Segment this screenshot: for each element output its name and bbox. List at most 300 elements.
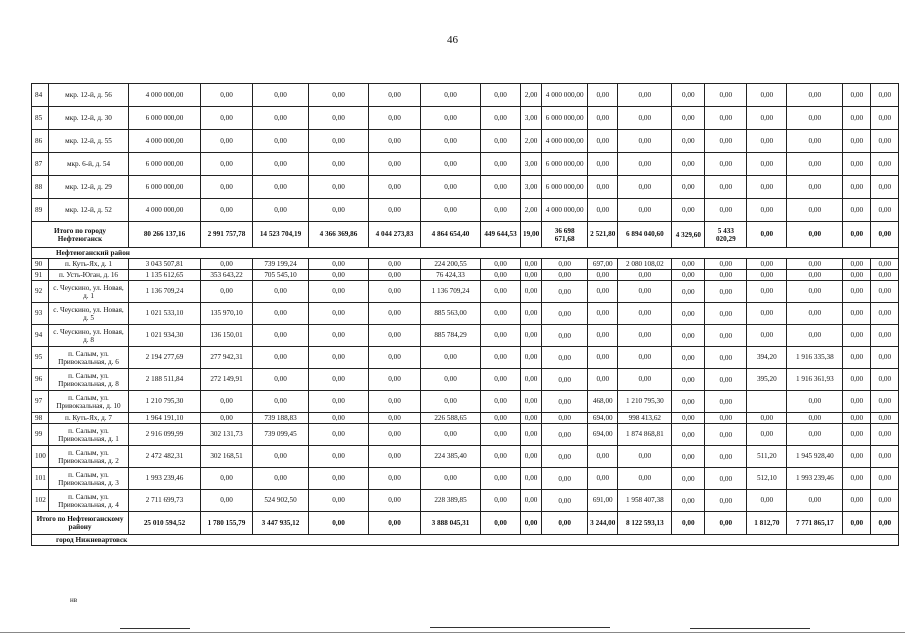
value-cell: 739 188,83 xyxy=(253,413,309,424)
value-cell: 0,00 xyxy=(672,153,705,176)
value-cell: 1 210 795,30 xyxy=(618,391,672,413)
total-value-cell: 449 644,53 xyxy=(481,222,521,248)
value-cell: 0,00 xyxy=(309,84,369,107)
total-value-cell: 25 010 594,52 xyxy=(129,512,201,535)
value-cell: 0,00 xyxy=(618,369,672,391)
value-cell: 0,00 xyxy=(481,413,521,424)
value-cell: 0,00 xyxy=(843,369,871,391)
value-cell: 0,00 xyxy=(542,391,588,413)
value-cell: 2 080 108,02 xyxy=(618,259,672,270)
value-cell: 998 413,62 xyxy=(618,413,672,424)
value-cell: 0,00 xyxy=(747,259,787,270)
table-body-city xyxy=(32,84,899,222)
value-cell: 0,00 xyxy=(871,199,899,222)
value-cell: 0,00 xyxy=(843,176,871,199)
value-cell: 0,00 xyxy=(542,303,588,325)
value-cell: 0,00 xyxy=(843,325,871,347)
value-cell: 0,00 xyxy=(705,325,747,347)
value-cell: 0,00 xyxy=(871,325,899,347)
value-cell: 0,00 xyxy=(705,369,747,391)
value-cell: 0,00 xyxy=(787,424,843,446)
value-cell: 0,00 xyxy=(672,446,705,468)
value-cell: 3 043 507,81 xyxy=(129,259,201,270)
value-cell: 0,00 xyxy=(421,199,481,222)
table-row xyxy=(32,413,899,424)
value-cell: 0,00 xyxy=(705,130,747,153)
value-cell: 0,00 xyxy=(521,468,542,490)
value-cell: 0,00 xyxy=(521,391,542,413)
value-cell: 0,00 xyxy=(843,490,871,512)
value-cell: 1 916 335,38 xyxy=(787,347,843,369)
value-cell: 0,00 xyxy=(871,303,899,325)
value-cell: 0,00 xyxy=(481,153,521,176)
row-number-cell: 100 xyxy=(32,446,49,468)
value-cell: 0,00 xyxy=(369,347,421,369)
value-cell: 0,00 xyxy=(309,424,369,446)
total-value-cell: 6 894 040,60 xyxy=(618,222,672,248)
value-cell: 0,00 xyxy=(521,424,542,446)
table-row xyxy=(32,424,899,446)
value-cell: 0,00 xyxy=(747,199,787,222)
value-cell: 0,00 xyxy=(843,413,871,424)
value-cell: 0,00 xyxy=(481,347,521,369)
total-label-cell: Итого по Нефтеюганскому району xyxy=(32,512,129,535)
value-cell: 0,00 xyxy=(421,391,481,413)
table-row xyxy=(32,281,899,303)
table-row xyxy=(32,391,899,413)
value-cell: 0,00 xyxy=(843,446,871,468)
value-cell: 0,00 xyxy=(588,153,618,176)
value-cell: 0,00 xyxy=(521,347,542,369)
value-cell: 0,00 xyxy=(588,270,618,281)
value-cell: 0,00 xyxy=(369,325,421,347)
value-cell: 0,00 xyxy=(588,84,618,107)
value-cell: 0,00 xyxy=(747,424,787,446)
address-cell: мкр. 12-й, д. 56 xyxy=(49,84,129,107)
value-cell: 0,00 xyxy=(871,490,899,512)
table-row xyxy=(32,270,899,281)
value-cell: 0,00 xyxy=(618,347,672,369)
address-cell: п. Куть-Ях, д. 7 xyxy=(49,413,129,424)
value-cell: 0,00 xyxy=(705,84,747,107)
value-cell: 224 385,40 xyxy=(421,446,481,468)
value-cell: 0,00 xyxy=(309,259,369,270)
value-cell: 0,00 xyxy=(542,325,588,347)
page-number: 46 xyxy=(447,34,458,46)
value-cell: 0,00 xyxy=(747,270,787,281)
table-row xyxy=(32,259,899,270)
value-cell: 0,00 xyxy=(705,413,747,424)
value-cell: 3,00 xyxy=(521,176,542,199)
value-cell: 2 472 482,31 xyxy=(129,446,201,468)
value-cell: 1 136 709,24 xyxy=(129,281,201,303)
total-value-cell: 0,00 xyxy=(843,512,871,535)
row-number-cell: 90 xyxy=(32,259,49,270)
value-cell: 4 000 000,00 xyxy=(542,130,588,153)
value-cell: 511,20 xyxy=(747,446,787,468)
value-cell: 0,00 xyxy=(421,130,481,153)
value-cell: 0,00 xyxy=(787,325,843,347)
value-cell: 1 993 239,46 xyxy=(787,468,843,490)
total-value-cell: 0,00 xyxy=(369,512,421,535)
value-cell: 0,00 xyxy=(481,270,521,281)
total-value-cell: 3 244,00 xyxy=(588,512,618,535)
value-cell: 0,00 xyxy=(421,107,481,130)
scan-edge-mark xyxy=(430,627,610,628)
row-number-cell: 99 xyxy=(32,424,49,446)
value-cell: 0,00 xyxy=(481,490,521,512)
value-cell: 0,00 xyxy=(672,369,705,391)
value-cell: 0,00 xyxy=(521,369,542,391)
value-cell: 0,00 xyxy=(588,303,618,325)
address-cell: п. Салым, ул. Привокзальная, д. 3 xyxy=(49,468,129,490)
value-cell: 228 389,85 xyxy=(421,490,481,512)
scan-edge-mark xyxy=(120,628,190,629)
table-total-city xyxy=(32,222,899,248)
value-cell: 0,00 xyxy=(787,270,843,281)
value-cell: 0,00 xyxy=(871,391,899,413)
value-cell: 0,00 xyxy=(421,153,481,176)
value-cell: 0,00 xyxy=(369,176,421,199)
value-cell: 0,00 xyxy=(871,347,899,369)
value-cell: 224 200,55 xyxy=(421,259,481,270)
value-cell: 0,00 xyxy=(481,130,521,153)
address-cell: п. Салым, ул. Привокзальная, д. 6 xyxy=(49,347,129,369)
value-cell: 0,00 xyxy=(787,176,843,199)
value-cell: 353 643,22 xyxy=(201,270,253,281)
value-cell: 0,00 xyxy=(588,446,618,468)
value-cell: 0,00 xyxy=(747,413,787,424)
value-cell: 0,00 xyxy=(481,176,521,199)
total-label-cell: Итого по городу Нефтеюганск xyxy=(32,222,129,248)
value-cell: 0,00 xyxy=(747,153,787,176)
value-cell: 0,00 xyxy=(253,347,309,369)
scan-edge-mark xyxy=(690,628,810,629)
value-cell: 2,00 xyxy=(521,199,542,222)
value-cell: 512,10 xyxy=(747,468,787,490)
value-cell: 1 021 934,30 xyxy=(129,325,201,347)
value-cell: 0,00 xyxy=(369,281,421,303)
value-cell: 0,00 xyxy=(672,176,705,199)
value-cell: 739 099,45 xyxy=(253,424,309,446)
value-cell: 0,00 xyxy=(253,369,309,391)
value-cell: 4 000 000,00 xyxy=(129,84,201,107)
row-number-cell: 88 xyxy=(32,176,49,199)
value-cell: 1 964 191,10 xyxy=(129,413,201,424)
value-cell: 0,00 xyxy=(843,130,871,153)
value-cell: 0,00 xyxy=(369,270,421,281)
value-cell: 0,00 xyxy=(871,176,899,199)
value-cell: 885 784,29 xyxy=(421,325,481,347)
value-cell: 0,00 xyxy=(871,153,899,176)
table-row xyxy=(32,153,899,176)
row-number-cell: 95 xyxy=(32,347,49,369)
value-cell: 0,00 xyxy=(705,468,747,490)
value-cell: 2 188 511,84 xyxy=(129,369,201,391)
value-cell: 0,00 xyxy=(421,424,481,446)
value-cell: 0,00 xyxy=(871,270,899,281)
value-cell: 0,00 xyxy=(201,199,253,222)
value-cell: 0,00 xyxy=(787,259,843,270)
address-cell: мкр. 12-й, д. 55 xyxy=(49,130,129,153)
value-cell: 2,00 xyxy=(521,130,542,153)
total-value-cell: 3 888 045,31 xyxy=(421,512,481,535)
value-cell: 0,00 xyxy=(253,446,309,468)
table-total-district xyxy=(32,512,899,535)
value-cell: 0,00 xyxy=(201,490,253,512)
value-cell: 0,00 xyxy=(843,468,871,490)
value-cell: 272 149,91 xyxy=(201,369,253,391)
address-cell: мкр. 12-й, д. 29 xyxy=(49,176,129,199)
value-cell: 691,00 xyxy=(588,490,618,512)
total-value-cell: 0,00 xyxy=(521,512,542,535)
value-cell: 0,00 xyxy=(843,281,871,303)
total-value-cell: 0,00 xyxy=(747,222,787,248)
value-cell: 0,00 xyxy=(843,153,871,176)
row-number-cell: 91 xyxy=(32,270,49,281)
value-cell: 0,00 xyxy=(843,107,871,130)
value-cell: 0,00 xyxy=(369,130,421,153)
row-number-cell: 96 xyxy=(32,369,49,391)
row-number-cell: 97 xyxy=(32,391,49,413)
total-value-cell: 0,00 xyxy=(481,512,521,535)
value-cell: 0,00 xyxy=(588,107,618,130)
total-value-cell: 5 433 020,29 xyxy=(705,222,747,248)
value-cell: 0,00 xyxy=(787,281,843,303)
value-cell: 0,00 xyxy=(588,281,618,303)
value-cell: 0,00 xyxy=(309,391,369,413)
value-cell: 0,00 xyxy=(481,303,521,325)
value-cell: 1 945 928,40 xyxy=(787,446,843,468)
address-cell: п. Куть-Ях, д. 1 xyxy=(49,259,129,270)
address-cell: п. Салым, ул. Привокзальная, д. 2 xyxy=(49,446,129,468)
value-cell: 0,00 xyxy=(672,413,705,424)
value-cell: 0,00 xyxy=(787,153,843,176)
value-cell: 0,00 xyxy=(618,325,672,347)
value-cell: 0,00 xyxy=(201,84,253,107)
total-value-cell: 0,00 xyxy=(542,512,588,535)
value-cell: 694,00 xyxy=(588,413,618,424)
value-cell: 0,00 xyxy=(481,107,521,130)
value-cell: 0,00 xyxy=(369,84,421,107)
value-cell: 0,00 xyxy=(747,176,787,199)
scan-edge-line xyxy=(0,632,905,633)
row-number-cell: 85 xyxy=(32,107,49,130)
value-cell: 0,00 xyxy=(542,347,588,369)
total-value-cell: 4 366 369,86 xyxy=(309,222,369,248)
value-cell: 0,00 xyxy=(618,107,672,130)
value-cell: 0,00 xyxy=(309,325,369,347)
value-cell: 0,00 xyxy=(618,446,672,468)
value-cell: 0,00 xyxy=(201,153,253,176)
total-value-cell: 1 780 155,79 xyxy=(201,512,253,535)
address-cell: п. Салым, ул. Привокзальная, д. 4 xyxy=(49,490,129,512)
value-cell: 0,00 xyxy=(481,259,521,270)
value-cell: 6 000 000,00 xyxy=(129,153,201,176)
value-cell: 0,00 xyxy=(618,281,672,303)
total-value-cell: 4 864 654,40 xyxy=(421,222,481,248)
value-cell: 0,00 xyxy=(787,84,843,107)
value-cell: 0,00 xyxy=(521,270,542,281)
value-cell: 4 000 000,00 xyxy=(129,130,201,153)
value-cell: 0,00 xyxy=(705,446,747,468)
value-cell: 0,00 xyxy=(747,84,787,107)
value-cell: 0,00 xyxy=(521,281,542,303)
value-cell: 0,00 xyxy=(672,424,705,446)
value-cell: 0,00 xyxy=(871,281,899,303)
value-cell: 0,00 xyxy=(672,391,705,413)
value-cell: 0,00 xyxy=(369,199,421,222)
total-value-cell: 19,00 xyxy=(521,222,542,248)
address-cell: мкр. 12-й, д. 52 xyxy=(49,199,129,222)
value-cell: 0,00 xyxy=(705,281,747,303)
value-cell: 0,00 xyxy=(309,107,369,130)
value-cell: 0,00 xyxy=(705,176,747,199)
value-cell: 0,00 xyxy=(309,270,369,281)
value-cell: 0,00 xyxy=(588,347,618,369)
value-cell: 3,00 xyxy=(521,153,542,176)
value-cell: 0,00 xyxy=(705,107,747,130)
address-cell: с. Чеускино, ул. Новая, д. 8 xyxy=(49,325,129,347)
value-cell: 0,00 xyxy=(253,391,309,413)
value-cell: 0,00 xyxy=(481,84,521,107)
value-cell: 0,00 xyxy=(201,176,253,199)
table-row xyxy=(32,490,899,512)
value-cell: 0,00 xyxy=(588,130,618,153)
value-cell: 0,00 xyxy=(787,391,843,413)
value-cell: 0,00 xyxy=(369,391,421,413)
value-cell: 468,00 xyxy=(588,391,618,413)
table-row xyxy=(32,176,899,199)
table-row xyxy=(32,369,899,391)
value-cell: 739 199,24 xyxy=(253,259,309,270)
value-cell: 0,00 xyxy=(672,199,705,222)
total-value-cell: 0,00 xyxy=(871,222,899,248)
address-cell: с. Чеускино, ул. Новая, д. 5 xyxy=(49,303,129,325)
address-cell: мкр. 12-й, д. 30 xyxy=(49,107,129,130)
value-cell: 0,00 xyxy=(672,281,705,303)
value-cell: 0,00 xyxy=(201,413,253,424)
capital-repair-table xyxy=(31,83,899,546)
value-cell: 394,20 xyxy=(747,347,787,369)
value-cell: 0,00 xyxy=(481,446,521,468)
table-row xyxy=(32,107,899,130)
value-cell: 0,00 xyxy=(871,413,899,424)
total-value-cell: 0,00 xyxy=(843,222,871,248)
row-number-cell: 102 xyxy=(32,490,49,512)
value-cell: 0,00 xyxy=(253,107,309,130)
value-cell: 395,20 xyxy=(747,369,787,391)
row-number-cell: 98 xyxy=(32,413,49,424)
value-cell: 6 000 000,00 xyxy=(129,176,201,199)
value-cell: 0,00 xyxy=(253,153,309,176)
value-cell: 0,00 xyxy=(201,259,253,270)
value-cell: 4 000 000,00 xyxy=(542,84,588,107)
value-cell: 0,00 xyxy=(369,259,421,270)
value-cell: 0,00 xyxy=(481,281,521,303)
value-cell: 0,00 xyxy=(201,130,253,153)
value-cell: 0,00 xyxy=(843,259,871,270)
value-cell: 0,00 xyxy=(369,468,421,490)
value-cell: 0,00 xyxy=(672,130,705,153)
value-cell: 0,00 xyxy=(672,270,705,281)
value-cell: 0,00 xyxy=(309,468,369,490)
value-cell: 0,00 xyxy=(309,446,369,468)
value-cell: 0,00 xyxy=(521,259,542,270)
value-cell: 0,00 xyxy=(747,490,787,512)
value-cell: 0,00 xyxy=(618,130,672,153)
total-row xyxy=(32,512,899,535)
value-cell: 0,00 xyxy=(672,259,705,270)
table-body-district xyxy=(32,259,899,512)
value-cell: 0,00 xyxy=(787,413,843,424)
total-value-cell: 0,00 xyxy=(309,512,369,535)
value-cell: 0,00 xyxy=(618,303,672,325)
value-cell: 0,00 xyxy=(481,424,521,446)
value-cell: 1 021 533,10 xyxy=(129,303,201,325)
value-cell: 2,00 xyxy=(521,84,542,107)
total-value-cell: 0,00 xyxy=(672,512,705,535)
value-cell: 0,00 xyxy=(309,347,369,369)
value-cell: 0,00 xyxy=(253,325,309,347)
value-cell: 1 958 407,38 xyxy=(618,490,672,512)
value-cell: 6 000 000,00 xyxy=(129,107,201,130)
value-cell: 0,00 xyxy=(481,199,521,222)
table-row xyxy=(32,84,899,107)
table-row xyxy=(32,347,899,369)
value-cell: 0,00 xyxy=(542,259,588,270)
value-cell: 0,00 xyxy=(705,391,747,413)
value-cell: 0,00 xyxy=(871,84,899,107)
value-cell: 0,00 xyxy=(542,490,588,512)
total-value-cell: 7 771 865,17 xyxy=(787,512,843,535)
address-cell: с. Чеускино, ул. Новая, д. 1 xyxy=(49,281,129,303)
value-cell: 0,00 xyxy=(253,130,309,153)
value-cell: 0,00 xyxy=(542,281,588,303)
value-cell: 0,00 xyxy=(672,303,705,325)
section-title-cell: Нефтеюганский район xyxy=(32,248,899,259)
value-cell: 4 000 000,00 xyxy=(129,199,201,222)
value-cell: 0,00 xyxy=(588,176,618,199)
value-cell: 0,00 xyxy=(542,369,588,391)
value-cell: 0,00 xyxy=(843,199,871,222)
value-cell: 0,00 xyxy=(369,413,421,424)
value-cell: 0,00 xyxy=(747,107,787,130)
value-cell: 0,00 xyxy=(705,259,747,270)
total-value-cell: 1 812,70 xyxy=(747,512,787,535)
value-cell: 0,00 xyxy=(843,347,871,369)
value-cell: 0,00 xyxy=(705,303,747,325)
value-cell: 0,00 xyxy=(253,281,309,303)
value-cell: 76 424,33 xyxy=(421,270,481,281)
value-cell: 6 000 000,00 xyxy=(542,107,588,130)
value-cell: 0,00 xyxy=(787,490,843,512)
value-cell: 0,00 xyxy=(871,468,899,490)
value-cell: 0,00 xyxy=(843,303,871,325)
value-cell: 6 000 000,00 xyxy=(542,153,588,176)
value-cell: 0,00 xyxy=(481,369,521,391)
value-cell: 0,00 xyxy=(369,446,421,468)
value-cell: 0,00 xyxy=(309,153,369,176)
value-cell: 0,00 xyxy=(201,468,253,490)
section-row xyxy=(32,535,899,546)
value-cell: 0,00 xyxy=(787,199,843,222)
value-cell: 277 942,31 xyxy=(201,347,253,369)
total-value-cell: 14 523 704,19 xyxy=(253,222,309,248)
value-cell: 0,00 xyxy=(253,199,309,222)
value-cell: 0,00 xyxy=(705,424,747,446)
total-row xyxy=(32,222,899,248)
